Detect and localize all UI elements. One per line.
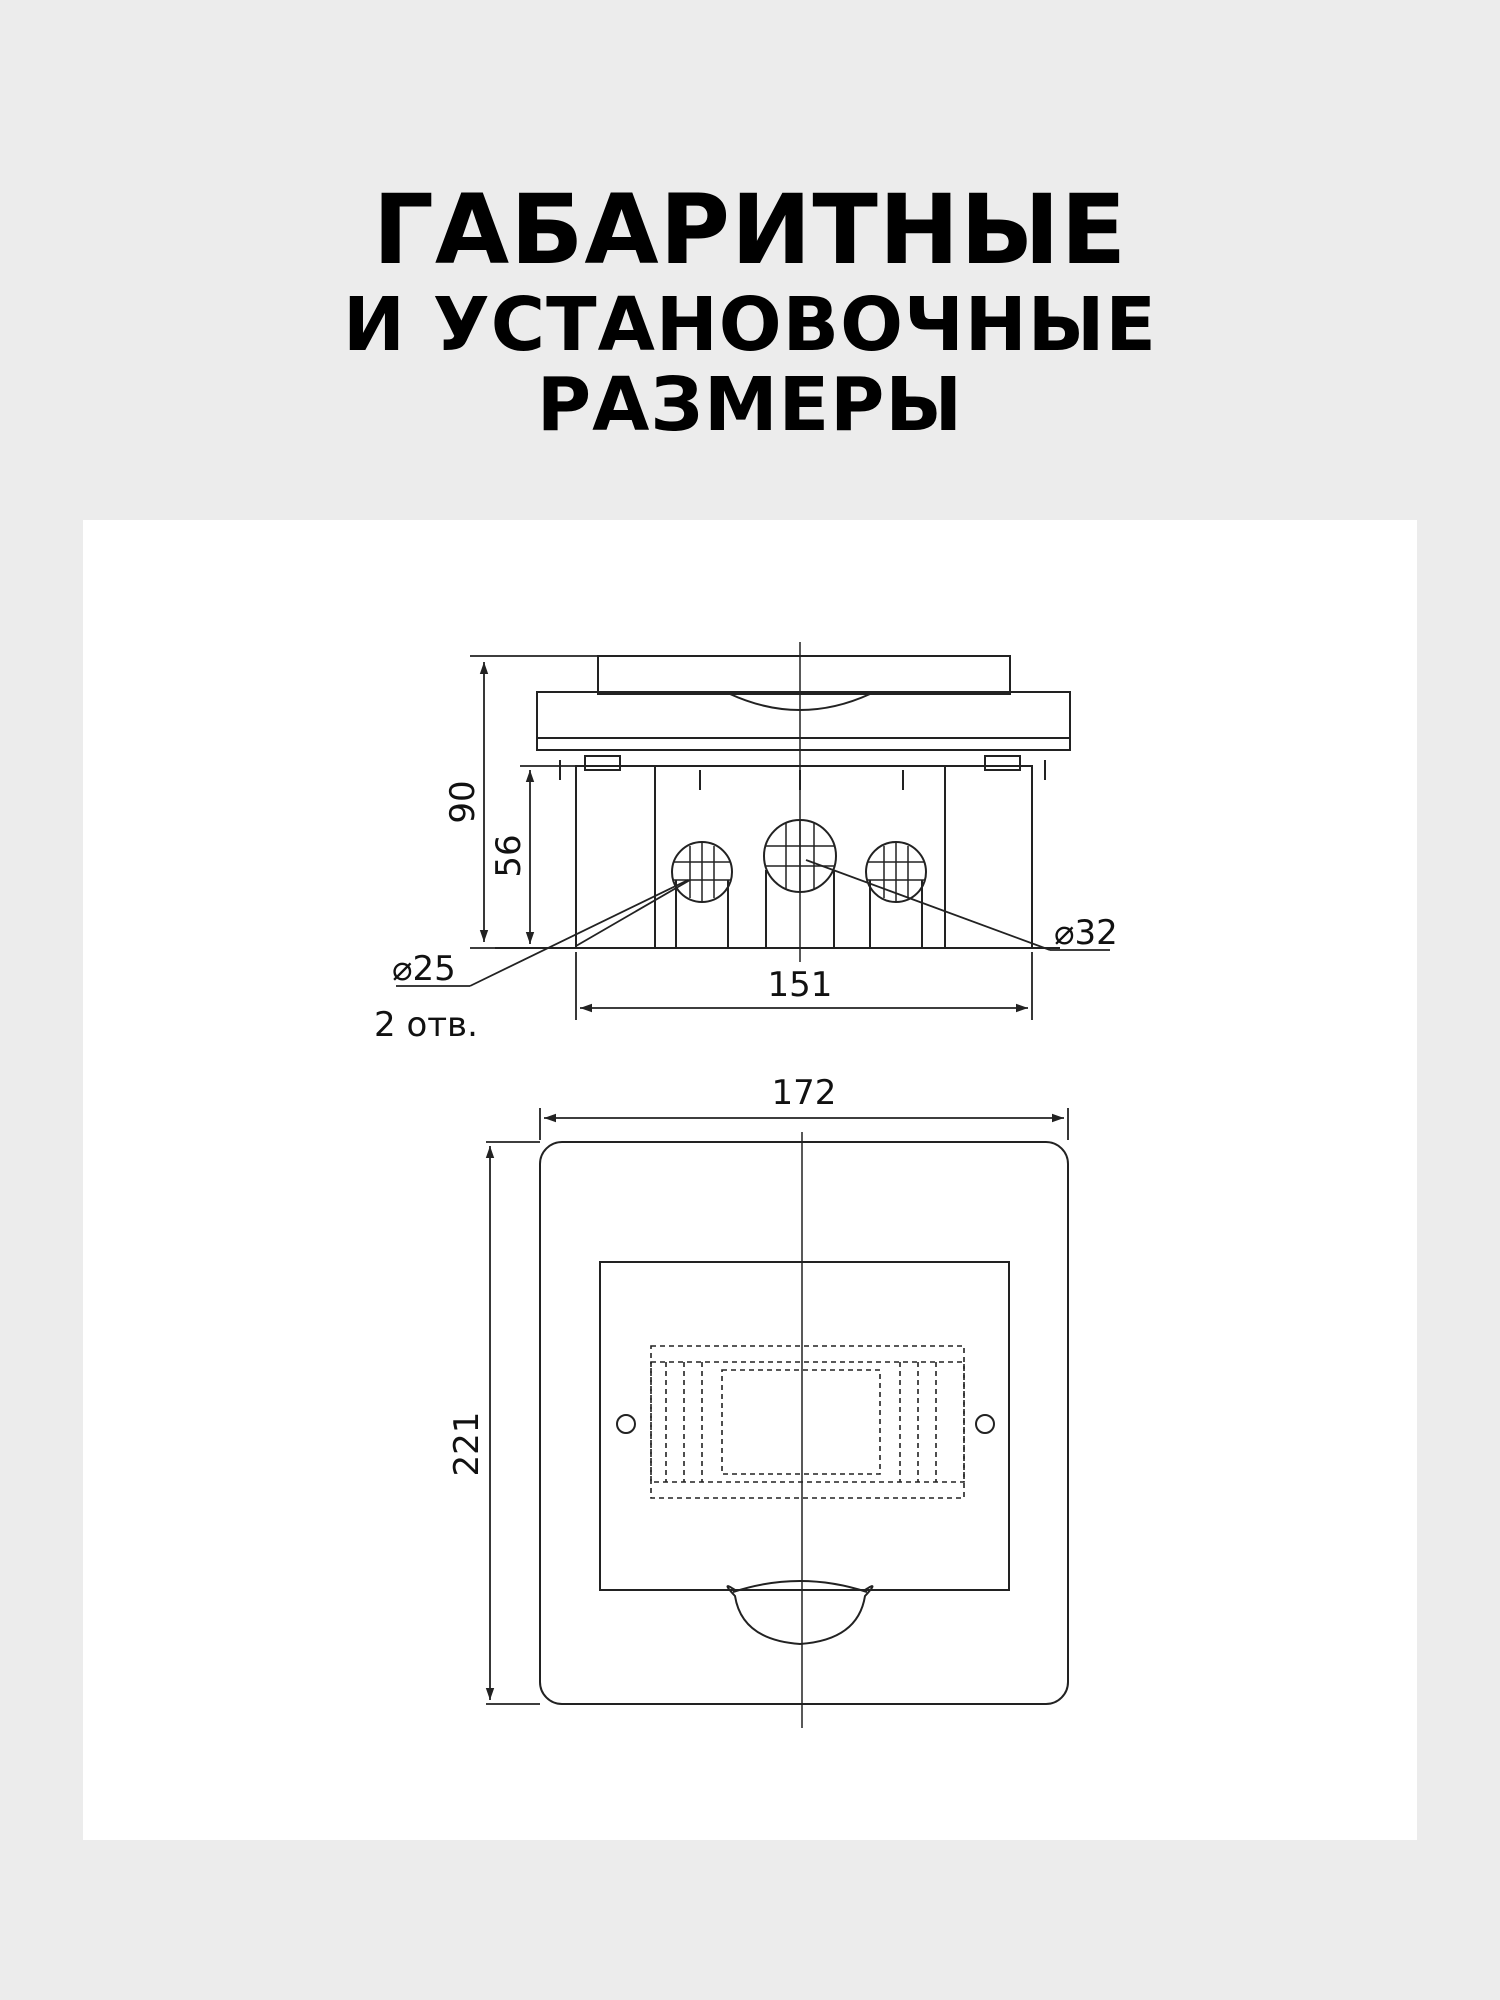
- front-screw-left: [617, 1415, 635, 1433]
- label-hole-large-diameter: ⌀32: [1054, 913, 1118, 953]
- title-line-2: И УСТАНОВОЧНЫЕ: [343, 282, 1157, 368]
- title-line-3: РАЗМЕРЫ: [536, 362, 964, 448]
- hole-left: [672, 842, 732, 902]
- side-view: [495, 642, 1070, 962]
- front-handle: [728, 1586, 873, 1644]
- dim-front-height: 221: [447, 1411, 487, 1477]
- front-breaker-slot: [651, 1346, 964, 1498]
- dim-width-body: 151: [767, 965, 833, 1005]
- front-window: [600, 1262, 1009, 1590]
- front-view: [540, 1132, 1068, 1728]
- side-frame: [537, 692, 1070, 750]
- side-body: [576, 766, 1032, 948]
- label-hole-small-diameter: ⌀25: [392, 949, 456, 989]
- dim-front-width: 172: [771, 1073, 837, 1113]
- label-hole-small-count: 2 отв.: [374, 1005, 478, 1045]
- front-outer-frame: [540, 1142, 1068, 1704]
- front-screw-right: [976, 1415, 994, 1433]
- side-cover-plate: [598, 656, 1010, 694]
- dim-height-total: 90: [443, 780, 483, 824]
- title-line-1: ГАБАРИТНЫЕ: [372, 174, 1128, 286]
- dim-height-body: 56: [489, 834, 529, 878]
